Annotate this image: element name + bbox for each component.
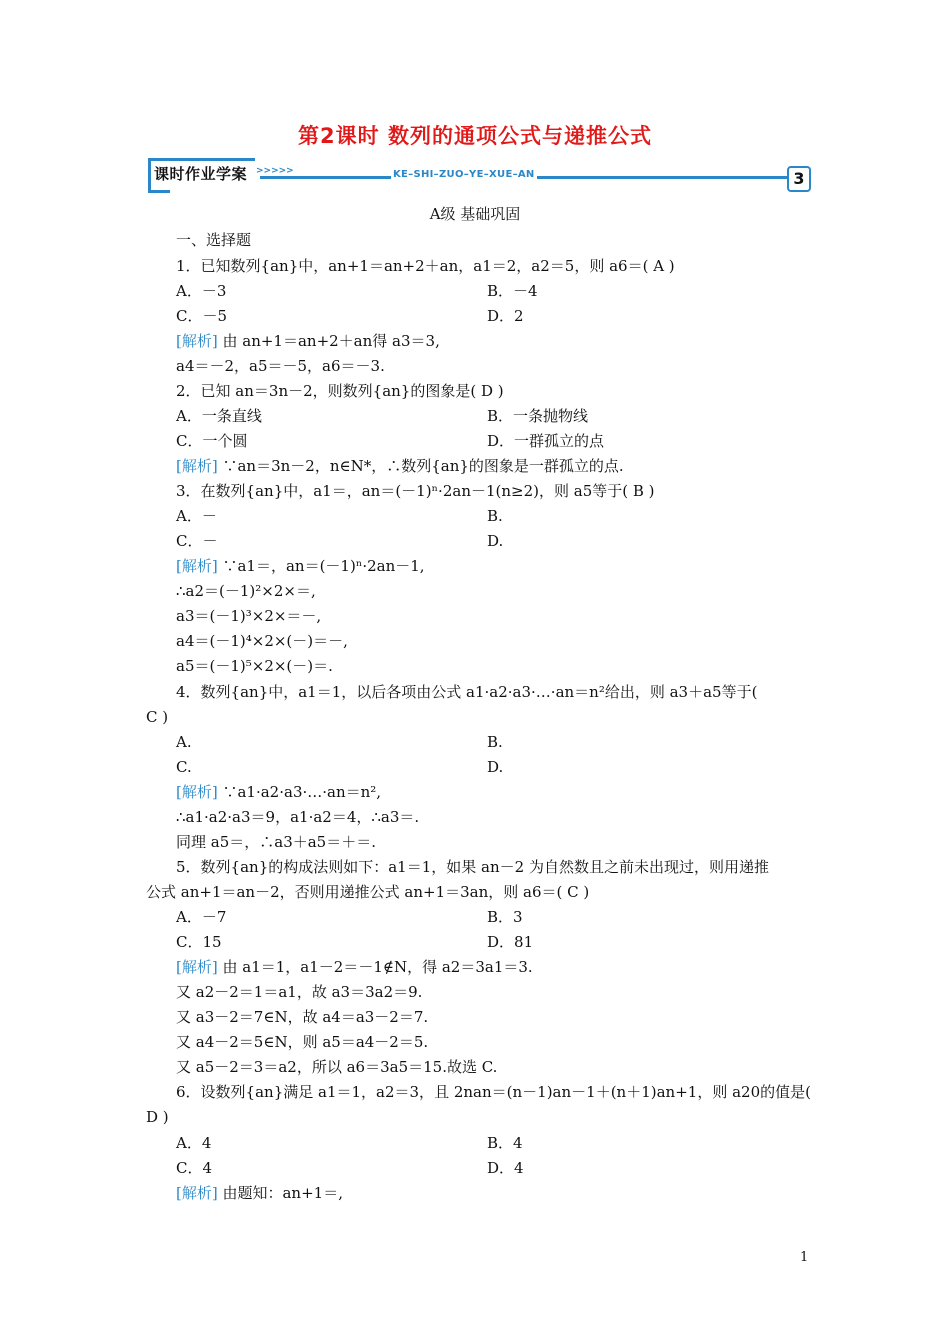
banner-pinyin: KE–SHI–ZUO–YE–XUE–AN bbox=[393, 169, 535, 180]
text-line bbox=[176, 531, 217, 551]
line-text: C．15 bbox=[176, 933, 222, 951]
line-text: A．－7 bbox=[176, 908, 227, 926]
line-text: ∵a1·a2·a3·…·an＝n², bbox=[217, 783, 382, 801]
text-line bbox=[176, 406, 262, 426]
analysis-tag: [解析] bbox=[176, 557, 218, 575]
line-text: 1．已知数列{an}中，an+1＝an+2＋an，a1＝2，a2＝5，则 a6＝( A ) bbox=[176, 257, 675, 275]
text-line bbox=[176, 782, 381, 802]
line-text: a3＝(－1)³×2×＝－, bbox=[176, 607, 322, 625]
line-text: A．－ bbox=[176, 507, 217, 525]
analysis-tag: [解析] bbox=[176, 783, 218, 801]
text-line bbox=[487, 907, 523, 927]
banner-arrows: >>>>> bbox=[256, 166, 294, 176]
text-line bbox=[176, 306, 227, 326]
line-text: 2．已知 an＝3n－2，则数列{an}的图象是( D ) bbox=[176, 382, 504, 400]
text-line bbox=[176, 356, 385, 376]
analysis-tag: [解析] bbox=[176, 1184, 218, 1202]
line-text: 由 a1＝1，a1－2＝－1∉N，得 a2＝3a1＝3. bbox=[217, 958, 533, 976]
text-line bbox=[176, 1032, 428, 1052]
text-line bbox=[176, 381, 504, 401]
text-line bbox=[146, 1107, 169, 1127]
line-text: 5．数列{an}的构成法则如下：a1＝1，如果 an－2 为自然数且之前未出现过，则用递推 bbox=[176, 858, 769, 876]
line-text: 公式 an+1＝an－2，否则用递推公式 an+1＝3an，则 a6＝( C ) bbox=[146, 883, 590, 901]
text-line bbox=[176, 857, 769, 877]
line-text: D. bbox=[487, 758, 504, 776]
line-text: a4＝－2，a5＝－5，a6＝－3. bbox=[176, 357, 385, 375]
line-text: 又 a3－2＝7∈N，故 a4＝a3－2＝7. bbox=[176, 1008, 429, 1026]
line-text: C. bbox=[176, 758, 192, 776]
line-text: B. bbox=[487, 507, 503, 525]
text-line bbox=[176, 256, 675, 276]
line-text: 由题知：an+1＝, bbox=[217, 1184, 343, 1202]
text-line bbox=[487, 531, 503, 551]
line-text: C．4 bbox=[176, 1159, 213, 1177]
line-text: ∵an＝3n－2，n∈N*，∴数列{an}的图象是一群孤立的点. bbox=[217, 457, 624, 475]
text-line bbox=[487, 431, 604, 451]
line-text: B．4 bbox=[487, 1134, 523, 1152]
banner-number-badge: 3 bbox=[787, 166, 811, 192]
text-line bbox=[176, 581, 316, 601]
text-line bbox=[176, 1158, 212, 1178]
text-line bbox=[176, 431, 247, 451]
text-line bbox=[176, 1082, 811, 1102]
banner-label: 课时作业学案 bbox=[154, 165, 248, 183]
line-text: ∵a1＝，an＝(－1)ⁿ·2an－1, bbox=[217, 557, 425, 575]
line-text: B．－4 bbox=[487, 282, 538, 300]
text-line bbox=[176, 957, 533, 977]
text-line bbox=[146, 882, 589, 902]
line-text: D．81 bbox=[487, 933, 534, 951]
analysis-tag: [解析] bbox=[176, 332, 218, 350]
line-text: 又 a2－2＝1＝a1，故 a3＝3a2＝9. bbox=[176, 983, 423, 1001]
text-line bbox=[176, 1133, 211, 1153]
line-text: A．4 bbox=[176, 1134, 212, 1152]
text-line bbox=[176, 732, 192, 752]
line-text: a5＝(－1)⁵×2×(－)＝. bbox=[176, 657, 333, 675]
line-text: A．－3 bbox=[176, 282, 227, 300]
text-line bbox=[176, 682, 757, 702]
line-text: B. bbox=[487, 733, 503, 751]
analysis-tag: [解析] bbox=[176, 457, 218, 475]
text-line bbox=[176, 1007, 428, 1027]
text-line bbox=[176, 807, 419, 827]
line-text: 由 an+1＝an+2＋an得 a3＝3, bbox=[217, 332, 440, 350]
text-line bbox=[487, 932, 533, 952]
line-text: 3．在数列{an}中，a1＝，an＝(－1)ⁿ·2an－1(n≥2)，则 a5等于( B ) bbox=[176, 482, 655, 500]
line-text: 又 a5－2＝3＝a2，所以 a6＝3a5＝15.故选 C. bbox=[176, 1058, 498, 1076]
text-line bbox=[176, 757, 192, 777]
text-line bbox=[176, 606, 321, 626]
line-text: C ) bbox=[146, 708, 169, 726]
text-line bbox=[176, 556, 425, 576]
line-text: 6．设数列{an}满足 a1＝1，a2＝3，且 2nan＝(n－1)an－1＋(n＋1)an+1，则 a20的值是( bbox=[176, 1083, 811, 1101]
text-line bbox=[176, 907, 226, 927]
line-text: A. bbox=[176, 733, 192, 751]
text-line bbox=[487, 1158, 524, 1178]
line-text: C．－ bbox=[176, 532, 218, 550]
line-text: 同理 a5＝，∴a3＋a5＝＋＝. bbox=[176, 833, 376, 851]
text-line bbox=[176, 932, 222, 952]
text-line bbox=[176, 281, 226, 301]
line-text: B．一条抛物线 bbox=[487, 407, 589, 425]
text-line bbox=[176, 456, 624, 476]
text-line bbox=[146, 707, 168, 727]
page-number: 1 bbox=[800, 1250, 809, 1265]
text-line bbox=[176, 1057, 497, 1077]
line-text: 4．数列{an}中，a1＝1，以后各项由公式 a1·a2·a3·…·an＝n²给出，则 a3＋a5等于( bbox=[176, 683, 758, 701]
text-line bbox=[487, 757, 503, 777]
text-line bbox=[487, 406, 588, 426]
line-text: B．3 bbox=[487, 908, 523, 926]
section-banner bbox=[148, 158, 813, 198]
section-heading: 一、选择题 bbox=[176, 231, 252, 249]
text-line bbox=[487, 506, 503, 526]
text-line bbox=[487, 281, 538, 301]
page-title: 第2课时 数列的通项公式与递推公式 bbox=[298, 124, 652, 148]
line-text: D．一群孤立的点 bbox=[487, 432, 605, 450]
text-line bbox=[487, 732, 503, 752]
line-text: D．4 bbox=[487, 1159, 524, 1177]
text-line bbox=[176, 656, 333, 676]
line-text: D. bbox=[487, 532, 504, 550]
line-text: ∴a1·a2·a3＝9，a1·a2＝4，∴a3＝. bbox=[176, 808, 420, 826]
line-text: D ) bbox=[146, 1108, 169, 1126]
line-text: D．2 bbox=[487, 307, 524, 325]
line-text: a4＝(－1)⁴×2×(－)＝－, bbox=[176, 632, 348, 650]
line-text: C．－5 bbox=[176, 307, 228, 325]
level-heading: A级 基础巩固 bbox=[429, 205, 521, 223]
text-line bbox=[176, 481, 655, 501]
line-text: 又 a4－2＝5∈N，则 a5＝a4－2＝5. bbox=[176, 1033, 429, 1051]
text-line bbox=[176, 982, 422, 1002]
text-line bbox=[176, 331, 440, 351]
line-text: ∴a2＝(－1)²×2×＝, bbox=[176, 582, 316, 600]
line-text: A．一条直线 bbox=[176, 407, 262, 425]
text-line bbox=[176, 1183, 343, 1203]
text-line bbox=[487, 306, 524, 326]
text-line bbox=[176, 631, 348, 651]
text-line bbox=[487, 1133, 523, 1153]
analysis-tag: [解析] bbox=[176, 958, 218, 976]
text-line bbox=[176, 506, 217, 526]
line-text: C．一个圆 bbox=[176, 432, 248, 450]
text-line bbox=[176, 832, 376, 852]
